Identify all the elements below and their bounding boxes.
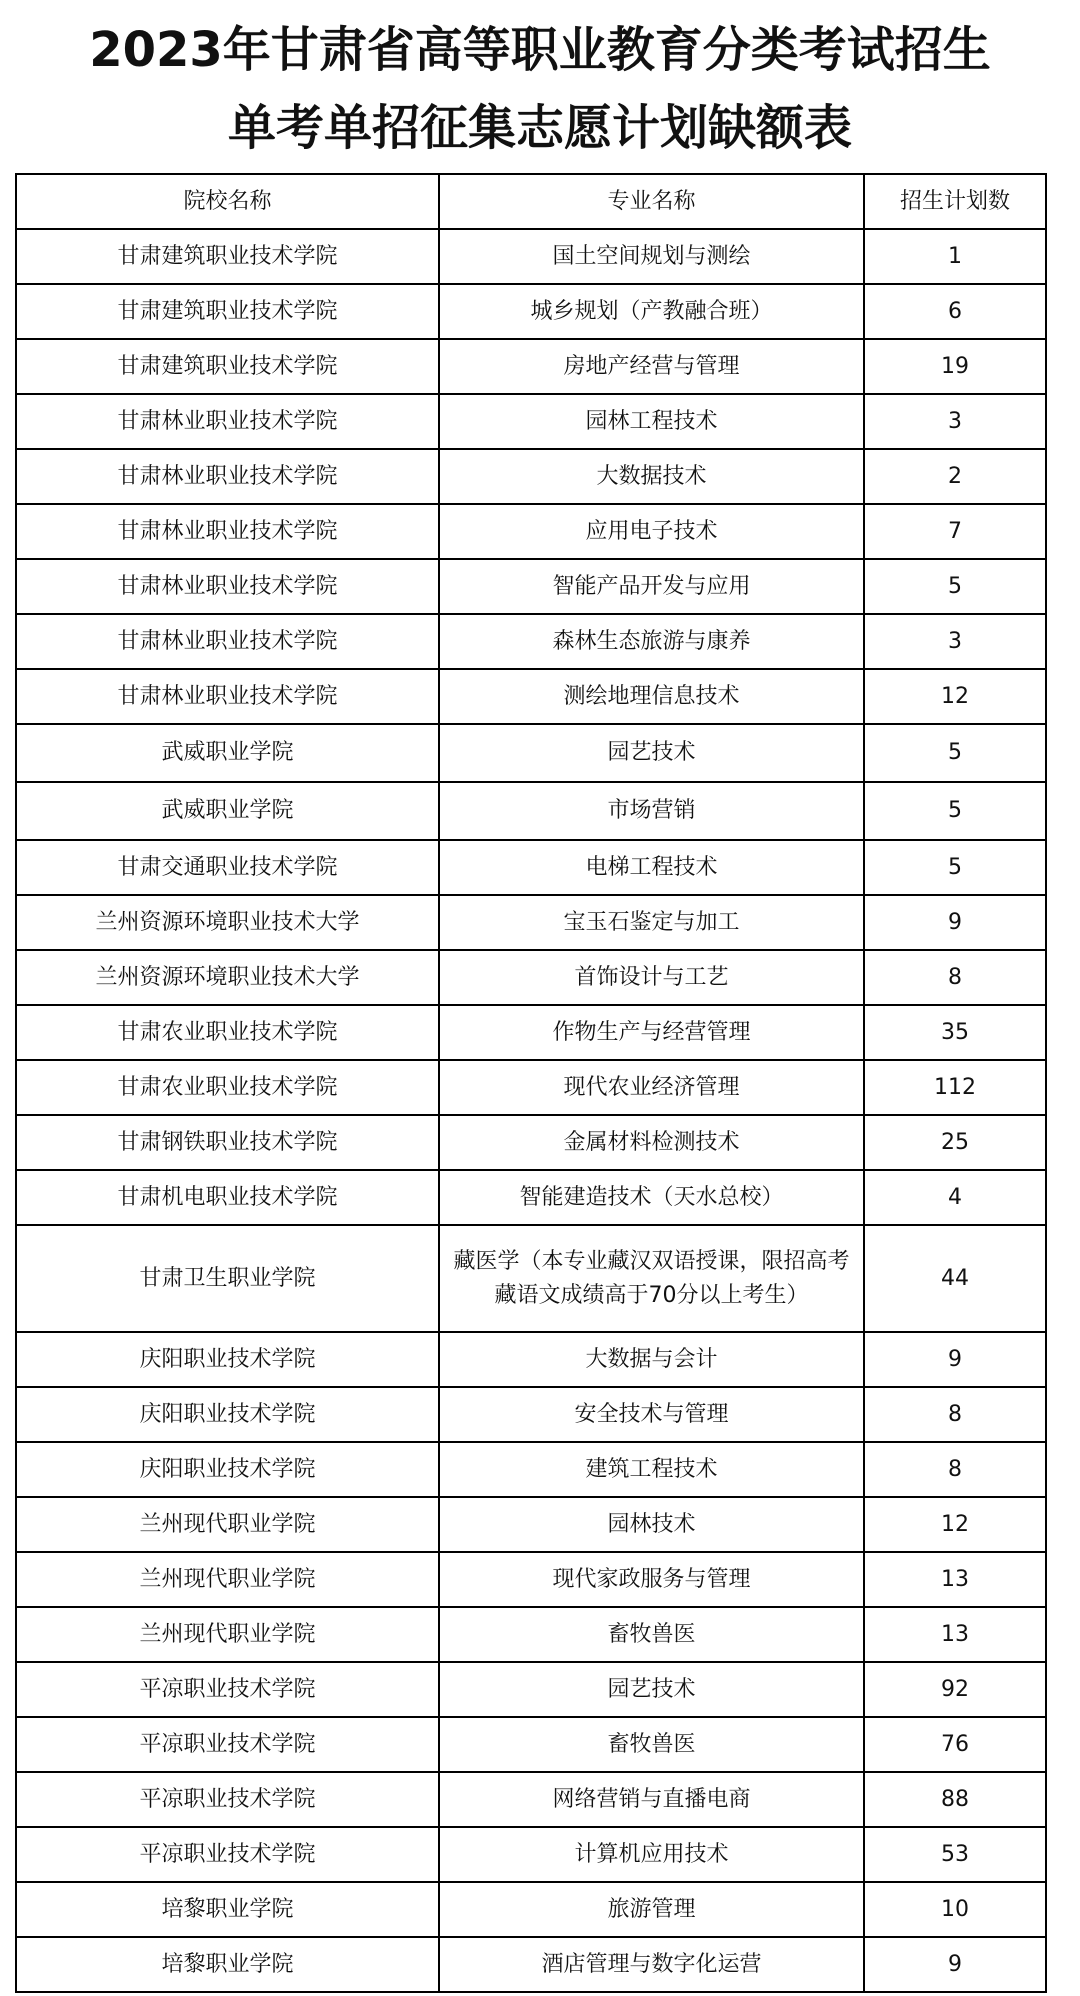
cell-school: 平凉职业技术学院 [16, 1662, 439, 1717]
cell-plan-count: 35 [864, 1005, 1046, 1060]
table-row [16, 229, 1046, 284]
cell-school: 甘肃建筑职业技术学院 [16, 339, 439, 394]
cell-school: 甘肃建筑职业技术学院 [16, 229, 439, 284]
table-row [16, 1442, 1046, 1497]
cell-major: 园林工程技术 [439, 394, 864, 449]
cell-plan-count: 3 [864, 614, 1046, 669]
cell-plan-count: 5 [864, 559, 1046, 614]
cell-major: 计算机应用技术 [439, 1827, 864, 1882]
table-row [16, 1332, 1046, 1387]
cell-school: 甘肃林业职业技术学院 [16, 394, 439, 449]
cell-major: 智能建造技术（天水总校） [439, 1170, 864, 1225]
cell-major: 大数据技术 [439, 449, 864, 504]
table-header-row [16, 174, 1046, 229]
page-title-line2: 单考单招征集志愿计划缺额表 [227, 100, 852, 156]
cell-major: 大数据与会计 [439, 1332, 864, 1387]
cell-school: 兰州现代职业学院 [16, 1497, 439, 1552]
cell-school: 甘肃林业职业技术学院 [16, 449, 439, 504]
cell-major: 现代家政服务与管理 [439, 1552, 864, 1607]
cell-school: 平凉职业技术学院 [16, 1717, 439, 1772]
cell-plan-count: 53 [864, 1827, 1046, 1882]
cell-major: 安全技术与管理 [439, 1387, 864, 1442]
cell-major: 城乡规划（产教融合班） [439, 284, 864, 339]
table-row [16, 895, 1046, 950]
cell-plan-count: 92 [864, 1662, 1046, 1717]
table-row [16, 614, 1046, 669]
cell-school: 甘肃农业职业技术学院 [16, 1005, 439, 1060]
cell-plan-count: 12 [864, 669, 1046, 724]
cell-major: 作物生产与经营管理 [439, 1005, 864, 1060]
cell-school: 兰州现代职业学院 [16, 1607, 439, 1662]
cell-plan-count: 1 [864, 229, 1046, 284]
cell-major: 畜牧兽医 [439, 1607, 864, 1662]
cell-major: 房地产经营与管理 [439, 339, 864, 394]
cell-major: 国土空间规划与测绘 [439, 229, 864, 284]
cell-plan-count: 44 [864, 1225, 1046, 1332]
cell-school: 培黎职业学院 [16, 1937, 439, 1992]
cell-school: 武威职业学院 [16, 724, 439, 782]
table-row [16, 1937, 1046, 1992]
cell-major: 园艺技术 [439, 724, 864, 782]
cell-plan-count: 5 [864, 724, 1046, 782]
header-plan-count: 招生计划数 [864, 174, 1046, 229]
cell-plan-count: 112 [864, 1060, 1046, 1115]
cell-major: 园艺技术 [439, 1662, 864, 1717]
table-row [16, 782, 1046, 840]
table-body [16, 229, 1046, 1992]
cell-plan-count: 13 [864, 1552, 1046, 1607]
cell-school: 平凉职业技术学院 [16, 1772, 439, 1827]
cell-major: 建筑工程技术 [439, 1442, 864, 1497]
table-row [16, 559, 1046, 614]
table-row [16, 1607, 1046, 1662]
cell-school: 甘肃林业职业技术学院 [16, 504, 439, 559]
table-row [16, 1882, 1046, 1937]
table-row [16, 1115, 1046, 1170]
cell-major: 智能产品开发与应用 [439, 559, 864, 614]
table-row [16, 1772, 1046, 1827]
table-row [16, 669, 1046, 724]
table-row [16, 1005, 1046, 1060]
table-row [16, 1717, 1046, 1772]
cell-plan-count: 8 [864, 1387, 1046, 1442]
table-row [16, 1662, 1046, 1717]
cell-plan-count: 8 [864, 950, 1046, 1005]
header-major: 专业名称 [439, 174, 864, 229]
quota-table [15, 173, 1047, 1993]
cell-school: 庆阳职业技术学院 [16, 1442, 439, 1497]
cell-plan-count: 5 [864, 782, 1046, 840]
table-row [16, 1387, 1046, 1442]
cell-school: 甘肃建筑职业技术学院 [16, 284, 439, 339]
cell-school: 甘肃交通职业技术学院 [16, 840, 439, 895]
cell-plan-count: 9 [864, 895, 1046, 950]
cell-major: 园林技术 [439, 1497, 864, 1552]
cell-plan-count: 9 [864, 1332, 1046, 1387]
cell-major: 电梯工程技术 [439, 840, 864, 895]
cell-school: 培黎职业学院 [16, 1882, 439, 1937]
cell-major: 现代农业经济管理 [439, 1060, 864, 1115]
cell-major: 藏医学（本专业藏汉双语授课，限招高考藏语文成绩高于70分以上考生） [439, 1225, 864, 1332]
cell-school: 甘肃钢铁职业技术学院 [16, 1115, 439, 1170]
cell-school: 兰州资源环境职业技术大学 [16, 895, 439, 950]
header-school: 院校名称 [16, 174, 439, 229]
cell-plan-count: 7 [864, 504, 1046, 559]
table-row [16, 1552, 1046, 1607]
table-row [16, 1497, 1046, 1552]
cell-plan-count: 2 [864, 449, 1046, 504]
cell-school: 甘肃卫生职业学院 [16, 1225, 439, 1332]
cell-plan-count: 25 [864, 1115, 1046, 1170]
page-title-line1: 2023年甘肃省高等职业教育分类考试招生 [89, 22, 991, 78]
cell-major: 首饰设计与工艺 [439, 950, 864, 1005]
cell-plan-count: 4 [864, 1170, 1046, 1225]
table-row [16, 449, 1046, 504]
cell-school: 兰州现代职业学院 [16, 1552, 439, 1607]
cell-plan-count: 6 [864, 284, 1046, 339]
cell-major: 金属材料检测技术 [439, 1115, 864, 1170]
cell-school: 甘肃农业职业技术学院 [16, 1060, 439, 1115]
cell-major: 森林生态旅游与康养 [439, 614, 864, 669]
cell-school: 甘肃机电职业技术学院 [16, 1170, 439, 1225]
table-row [16, 1060, 1046, 1115]
table-row [16, 950, 1046, 1005]
cell-plan-count: 8 [864, 1442, 1046, 1497]
cell-plan-count: 5 [864, 840, 1046, 895]
cell-major: 宝玉石鉴定与加工 [439, 895, 864, 950]
table-row [16, 724, 1046, 782]
cell-school: 甘肃林业职业技术学院 [16, 669, 439, 724]
cell-plan-count: 19 [864, 339, 1046, 394]
table-row [16, 1170, 1046, 1225]
cell-major: 应用电子技术 [439, 504, 864, 559]
cell-plan-count: 13 [864, 1607, 1046, 1662]
cell-major: 测绘地理信息技术 [439, 669, 864, 724]
cell-school: 庆阳职业技术学院 [16, 1332, 439, 1387]
cell-plan-count: 9 [864, 1937, 1046, 1992]
cell-school: 庆阳职业技术学院 [16, 1387, 439, 1442]
cell-major: 畜牧兽医 [439, 1717, 864, 1772]
cell-plan-count: 10 [864, 1882, 1046, 1937]
table-row [16, 394, 1046, 449]
cell-major: 酒店管理与数字化运营 [439, 1937, 864, 1992]
table-row [16, 504, 1046, 559]
cell-major: 网络营销与直播电商 [439, 1772, 864, 1827]
cell-major: 旅游管理 [439, 1882, 864, 1937]
table-row [16, 1225, 1046, 1332]
cell-plan-count: 88 [864, 1772, 1046, 1827]
table-row [16, 339, 1046, 394]
cell-plan-count: 76 [864, 1717, 1046, 1772]
cell-school: 甘肃林业职业技术学院 [16, 614, 439, 669]
cell-major: 市场营销 [439, 782, 864, 840]
cell-plan-count: 3 [864, 394, 1046, 449]
cell-school: 武威职业学院 [16, 782, 439, 840]
cell-school: 平凉职业技术学院 [16, 1827, 439, 1882]
cell-school: 兰州资源环境职业技术大学 [16, 950, 439, 1005]
table-row [16, 1827, 1046, 1882]
cell-school: 甘肃林业职业技术学院 [16, 559, 439, 614]
cell-plan-count: 12 [864, 1497, 1046, 1552]
table-row [16, 284, 1046, 339]
table-row [16, 840, 1046, 895]
